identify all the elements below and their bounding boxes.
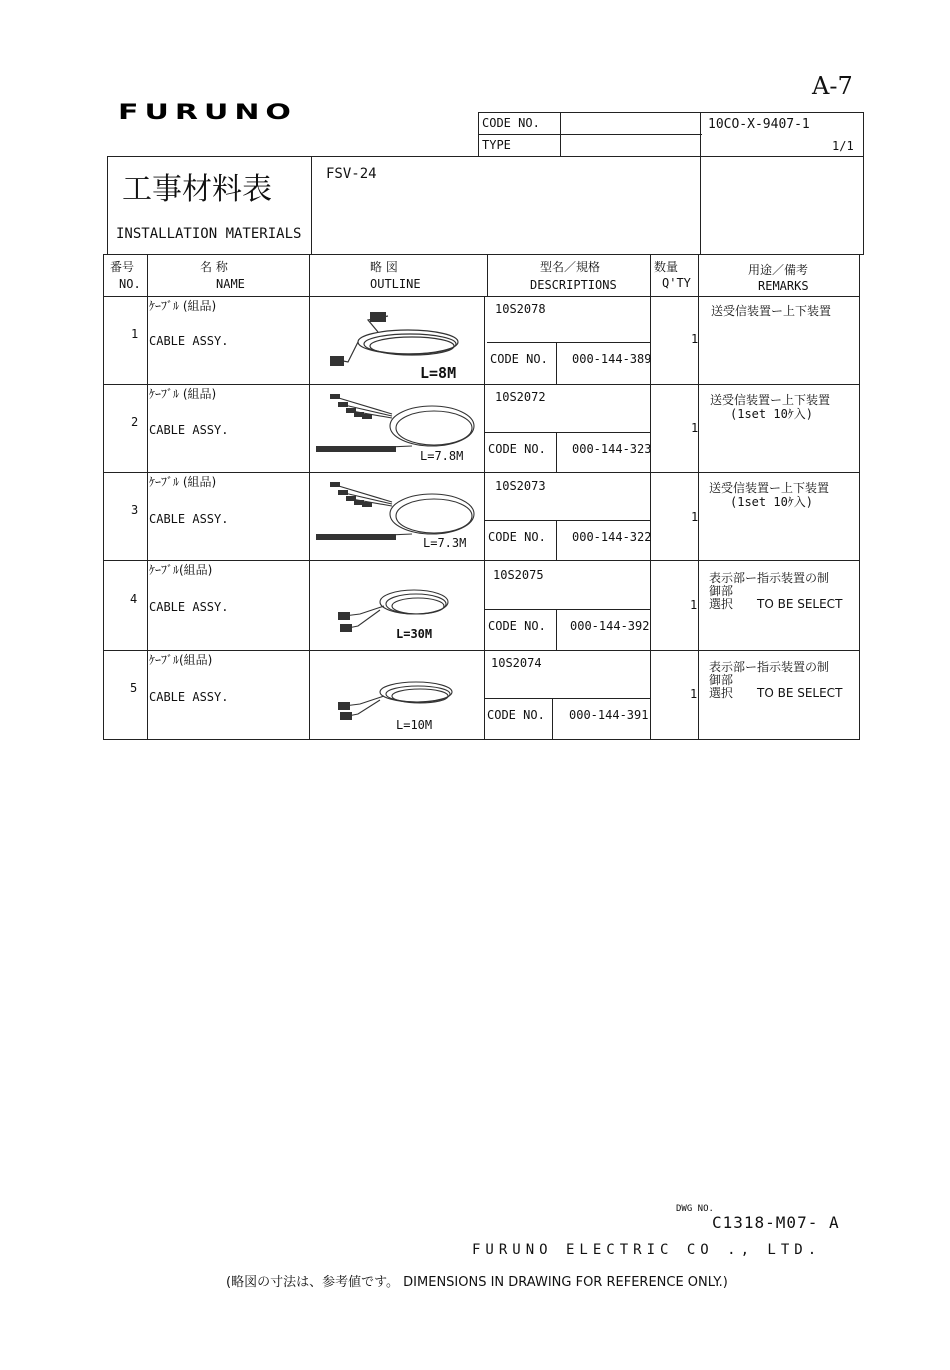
col-qty-jp: 数量 [654,260,679,274]
row-remarks-2: (1set 10ｹ入) [730,407,814,421]
code-no-value: 10CO-X-9407-1 [708,117,810,132]
row-code-label: CODE NO. [488,442,546,456]
row-name-jp: ｹｰﾌﾞﾙ(組品) [149,563,213,577]
title-jp: 工事材料表 [122,172,272,207]
col-desc-jp: 型名／規格 [540,260,601,274]
row-name-jp: ｹｰﾌﾞﾙ(組品) [149,653,213,667]
row-name-en: CABLE ASSY. [149,690,229,704]
cable-outline-4 [330,578,460,640]
row-code-label: CODE NO. [488,619,546,633]
cable-length: L=7.3M [423,536,467,550]
row-type: 10S2072 [495,390,546,404]
furuno-logo: FURUNO [118,100,297,125]
dwg-label: DWG NO. [676,1204,714,1214]
cable-length: L=8M [420,364,457,382]
col-qty-en: Q'TY [662,276,691,290]
row-name-jp: ｹｰﾌﾞﾙ (組品) [149,387,217,401]
row-no: 4 [130,592,138,606]
model-name: FSV-24 [326,166,377,182]
row-code: 000-144-392 [570,619,650,633]
cable-outline-5 [330,670,460,730]
row-qty: 1 [691,332,699,346]
row-code-label: CODE NO. [488,530,546,544]
col-outline-en: OUTLINE [370,277,421,291]
col-remarks-en: REMARKS [758,279,809,293]
row-qty: 1 [690,687,698,701]
row-name-jp: ｹｰﾌﾞﾙ (組品) [149,475,217,489]
code-no-label: CODE NO. [482,116,540,130]
row-code: 000-144-391 [569,708,649,722]
row-remarks-3: 選択 TO BE SELECT [709,686,843,700]
row-name-en: CABLE ASSY. [149,512,229,526]
row-no: 5 [130,681,138,695]
col-name-jp: 名 称 [200,260,228,274]
row-name-jp: ｹｰﾌﾞﾙ (組品) [149,299,217,313]
row-type: 10S2073 [495,479,546,493]
row-type: 10S2075 [493,568,544,582]
row-code-label: CODE NO. [487,708,545,722]
col-name-en: NAME [216,277,245,291]
row-remarks-1: 表示部ー指示装置の制 [709,571,830,585]
row-code-label: CODE NO. [490,352,548,366]
col-outline-jp: 略 図 [370,260,398,274]
row-qty: 1 [691,510,699,524]
row-remarks-1: 送受信装置ー上下装置 [711,304,832,318]
row-remarks-2: 御部 [709,673,734,687]
row-remarks-2: 御部 [709,584,734,598]
row-code: 000-144-322 [572,530,652,544]
row-remarks-3: 選択 TO BE SELECT [709,597,843,611]
row-code: 000-144-323 [572,442,652,456]
col-remarks-jp: 用途／備考 [748,263,809,277]
cable-length: L=30M [396,627,433,641]
title-en: INSTALLATION MATERIALS [116,226,302,242]
row-no: 2 [131,415,139,429]
row-qty: 1 [691,421,699,435]
row-remarks-2: (1set 10ｹ入) [730,495,814,509]
row-remarks-1: 送受信装置ー上下装置 [710,393,831,407]
page-mark: A-7 [812,72,853,100]
row-remarks-1: 表示部ー指示装置の制 [709,660,830,674]
sheet-number: 1/1 [832,139,854,153]
row-name-en: CABLE ASSY. [149,600,229,614]
col-desc-en: DESCRIPTIONS [530,278,617,292]
cable-length: L=7.8M [420,449,464,463]
row-type: 10S2074 [491,656,542,670]
row-remarks-1: 送受信装置ー上下装置 [709,481,830,495]
row-no: 3 [131,503,139,517]
row-type: 10S2078 [495,302,546,316]
row-code: 000-144-389 [572,352,652,366]
col-no-en: NO. [119,277,141,291]
reference-note: (略図の寸法は、参考値です。 DIMENSIONS IN DRAWING FOR REFERENCE ONLY.) [226,1275,728,1290]
company-name: FURUNO ELECTRIC CO ., LTD. [472,1242,822,1258]
col-no-jp: 番号 [110,260,135,274]
dwg-number: C1318-M07- A [712,1213,840,1232]
row-name-en: CABLE ASSY. [149,334,229,348]
row-name-en: CABLE ASSY. [149,423,229,437]
row-no: 1 [131,327,139,341]
cable-length: L=10M [396,718,433,732]
row-qty: 1 [690,598,698,612]
type-label: TYPE [482,138,511,152]
